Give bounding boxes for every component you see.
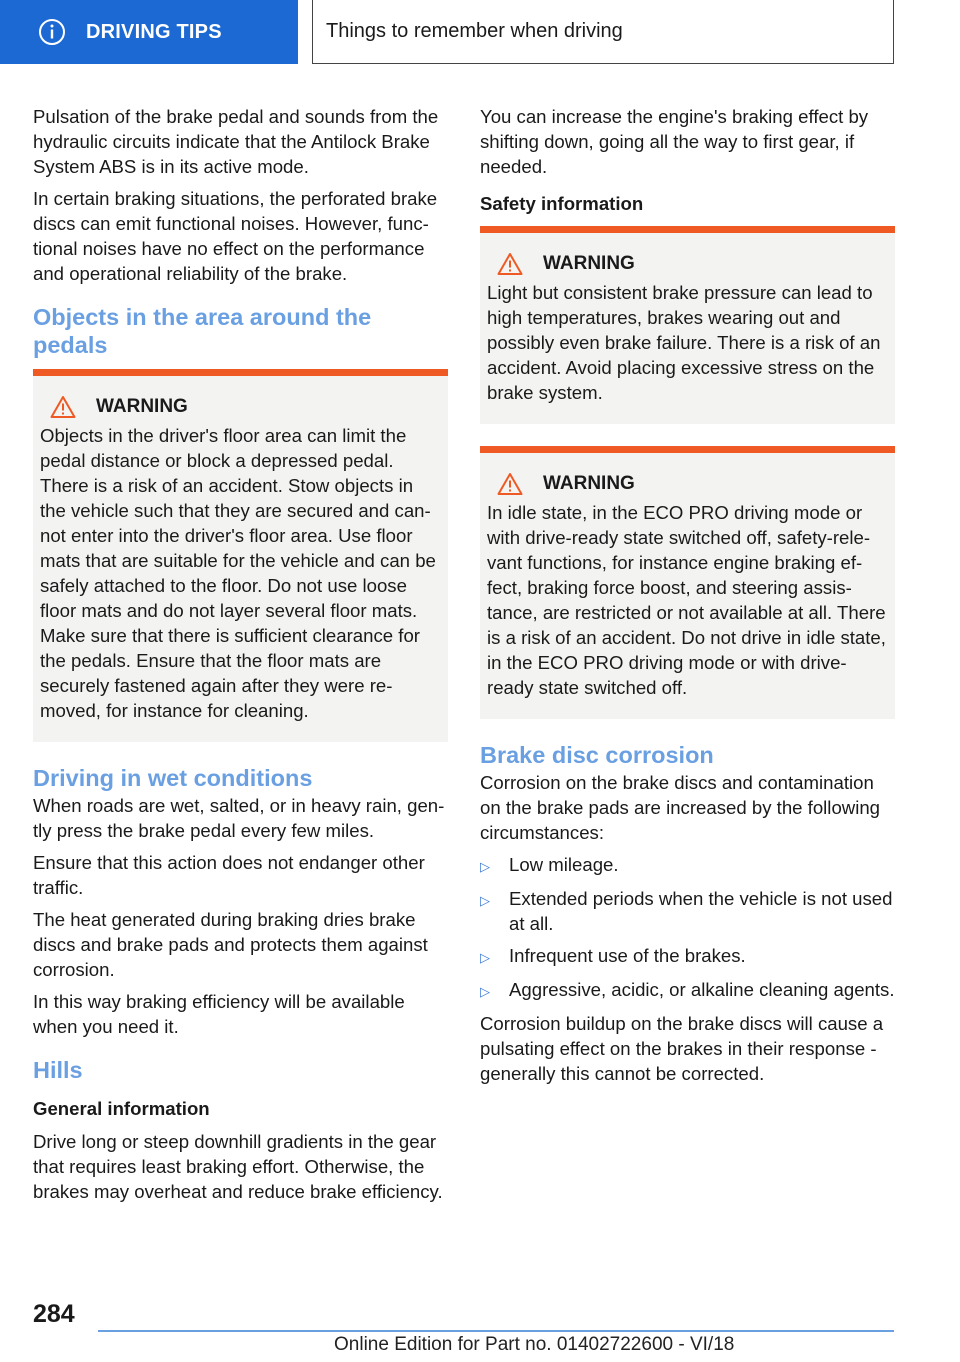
warning-header [40, 394, 441, 419]
warning-box-brake-pressure [480, 226, 895, 424]
paragraph-wet-4: In this way braking efficiency will be available when you need it. [33, 991, 405, 1037]
header-section-tab [0, 0, 298, 64]
header-title-box [312, 0, 894, 64]
list-item [480, 977, 895, 1004]
paragraph-wet-1: When roads are wet, salted, or in heavy rain, gently press the brake pedal every few miles. [33, 795, 445, 841]
subheading-general-information: General information [33, 1098, 210, 1119]
warning-triangle-icon [497, 472, 523, 496]
warning-box-idle-state [480, 446, 895, 719]
chapter-title: Things to remember when driving [326, 20, 623, 42]
heading-hills: Hills [33, 1057, 83, 1083]
triangle-bullet-icon: ▷ [480, 893, 490, 908]
warning-box-floor-objects [33, 369, 448, 742]
info-icon [38, 18, 66, 46]
paragraph-brake-noises: In certain braking situations, the perforated brake discs can emit functional noises. However, functional noises have no effect on the performance and operational reliability of the brake. [33, 188, 438, 284]
paragraph-corrosion-2: Corrosion buildup on the brake discs will cause a pulsating effect on the brakes in their response - generally this cannot be corrected. [480, 1013, 884, 1084]
heading-wet-conditions: Driving in wet conditions [33, 765, 313, 791]
paragraph-abs-pulsation: Pulsation of the brake pedal and sounds from the hydraulic circuits indicate that the Antilock Brake System ABS is in its active mode. [33, 106, 439, 177]
warning-title: WARNING [543, 253, 635, 274]
paragraph-wet-2: Ensure that this action does not endanger other traffic. [33, 852, 425, 898]
paragraph-wet-3: The heat generated during braking dries brake discs and brake pads and protects them against corrosion. [33, 909, 428, 980]
triangle-bullet-icon: ▷ [480, 950, 490, 965]
list-item [480, 886, 895, 936]
warning-title: WARNING [96, 396, 188, 417]
subheading-safety-information: Safety information [480, 193, 644, 214]
warning-header [487, 251, 888, 276]
list-item-text: Aggressive, acidic, or alkaline cleaning agents. [509, 979, 895, 1000]
paragraph-corrosion-1: Corrosion on the brake discs and contamination on the brake pads are increased by the following circumstances: [480, 772, 881, 843]
triangle-bullet-icon: ▷ [480, 984, 490, 999]
triangle-bullet-icon: ▷ [480, 859, 490, 874]
list-item [480, 943, 895, 970]
paragraph-hills-1: Drive long or steep downhill gradients in the gear that requires least braking effort. Otherwise, the brakes may overheat and reduce brake efficiency. [33, 1131, 443, 1202]
list-item [480, 852, 895, 879]
heading-objects-pedals: Objects in the area around the pedals [33, 304, 372, 358]
page-number: 284 [33, 1300, 75, 1328]
warning-body: In idle state, in the ECO PRO driving mode or with drive-ready state switched off, safety-relevant functions, for instance engine braking effect, braking force boost, and steering assistance, are restricted or not available at all. There is a risk of an accident. Do not drive in idle state, in the ECO PRO driving mode or with drive-ready state switched off. [487, 502, 886, 698]
heading-brake-disc-corrosion: Brake disc corrosion [480, 742, 714, 768]
section-label: DRIVING TIPS [86, 20, 222, 43]
list-item-text: Infrequent use of the brakes. [509, 945, 746, 966]
list-item-text: Extended periods when the vehicle is not used at all. [509, 888, 893, 934]
list-item-text: Low mileage. [509, 854, 619, 875]
edition-note: Online Edition for Part no. 01402722600 - VI/18 [334, 1334, 735, 1355]
warning-triangle-icon [50, 395, 76, 419]
warning-title: WARNING [543, 473, 635, 494]
right-column [480, 104, 895, 1093]
warning-body: Objects in the driver's floor area can limit the pedal distance or block a depressed pedal. There is a risk of an accident. Stow objects in the vehicle such that they are secured and cannot enter into the driver's floor area. Use floor mats that are suitable for the vehicle and can be safely attached to the floor. Do not use loose floor mats and do not layer several floor mats. Make sure that there is sufficient clearance for the pedals. Ensure that the floor mats are securely fastened again after they were removed, for instance for cleaning. [40, 425, 436, 721]
paragraph-engine-braking: You can increase the engine's braking effect by shifting down, going all the way to first gear, if needed. [480, 106, 869, 177]
footer-divider [98, 1330, 894, 1332]
warning-header [487, 471, 888, 496]
corrosion-circumstances-list [480, 852, 895, 1004]
warning-triangle-icon [497, 252, 523, 276]
left-column [33, 104, 448, 1211]
warning-body: Light but consistent brake pressure can lead to high temperatures, brakes wearing out and possibly even brake failure. There is a risk of an accident. Avoid placing excessive stress on the brake system. [487, 282, 881, 403]
